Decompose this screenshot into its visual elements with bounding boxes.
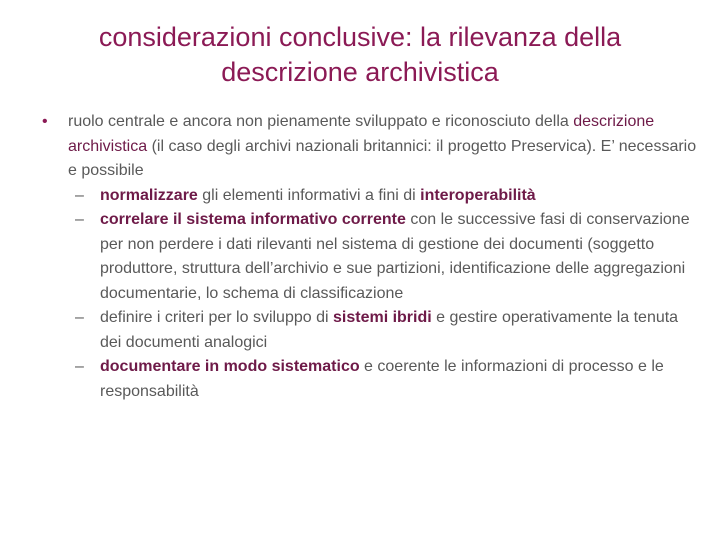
slide-title: considerazioni conclusive: la rilevanza della descrizione archivistica [98, 22, 622, 87]
text-segment: definire i criteri per lo sviluppo di [100, 309, 333, 326]
slide-body [40, 110, 700, 404]
sub-bullet [40, 208, 700, 306]
text-segment: con le successive fasi di conservazione per non perdere i dati rilevanti nel sistema di gestione dei documenti (soggetto produttore, struttura dell’archivio e sue partizioni, identificazione delle aggregazioni documentarie, lo schema di classificazione [100, 211, 690, 302]
highlighted-term: interoperabilità [420, 186, 536, 204]
text-segment: e gestire operativamente la tenuta dei documenti analogici [100, 309, 679, 351]
dash-bullet-icon: – [75, 358, 84, 375]
highlighted-term: documentare in modo sistematico [100, 358, 360, 375]
highlighted-term: descrizione archivistica [68, 113, 655, 155]
sub-bullet-text [100, 187, 536, 204]
sub-bullet [40, 184, 700, 209]
sub-bullet-text [100, 211, 690, 302]
dash-bullet-icon: – [75, 309, 84, 326]
highlighted-term: normalizzare [100, 186, 198, 204]
main-bullet-text [68, 113, 696, 179]
dash-bullet-icon: – [75, 186, 84, 204]
dash-bullet-icon: – [75, 211, 84, 228]
sub-bullet-text [100, 309, 678, 351]
text-segment: e coerente le informazioni di processo e le responsabilità [100, 358, 664, 400]
text-segment: (il caso degli archivi nazionali britannici: il progetto Preservica). E’ necessario e possibile [68, 137, 697, 179]
sub-bullet-text [100, 358, 664, 400]
sub-bullet [40, 355, 700, 404]
sub-bullet [40, 306, 700, 355]
main-bullet [40, 110, 700, 184]
text-segment: gli elementi informativi a fini di [197, 186, 421, 204]
text-segment: ruolo centrale e ancora non pienamente sviluppato e riconosciuto della [68, 113, 574, 130]
highlighted-term: correlare il sistema informativo corrente [100, 211, 406, 228]
bullet-dot-icon: • [42, 113, 48, 130]
highlighted-term: sistemi ibridi [333, 309, 432, 326]
